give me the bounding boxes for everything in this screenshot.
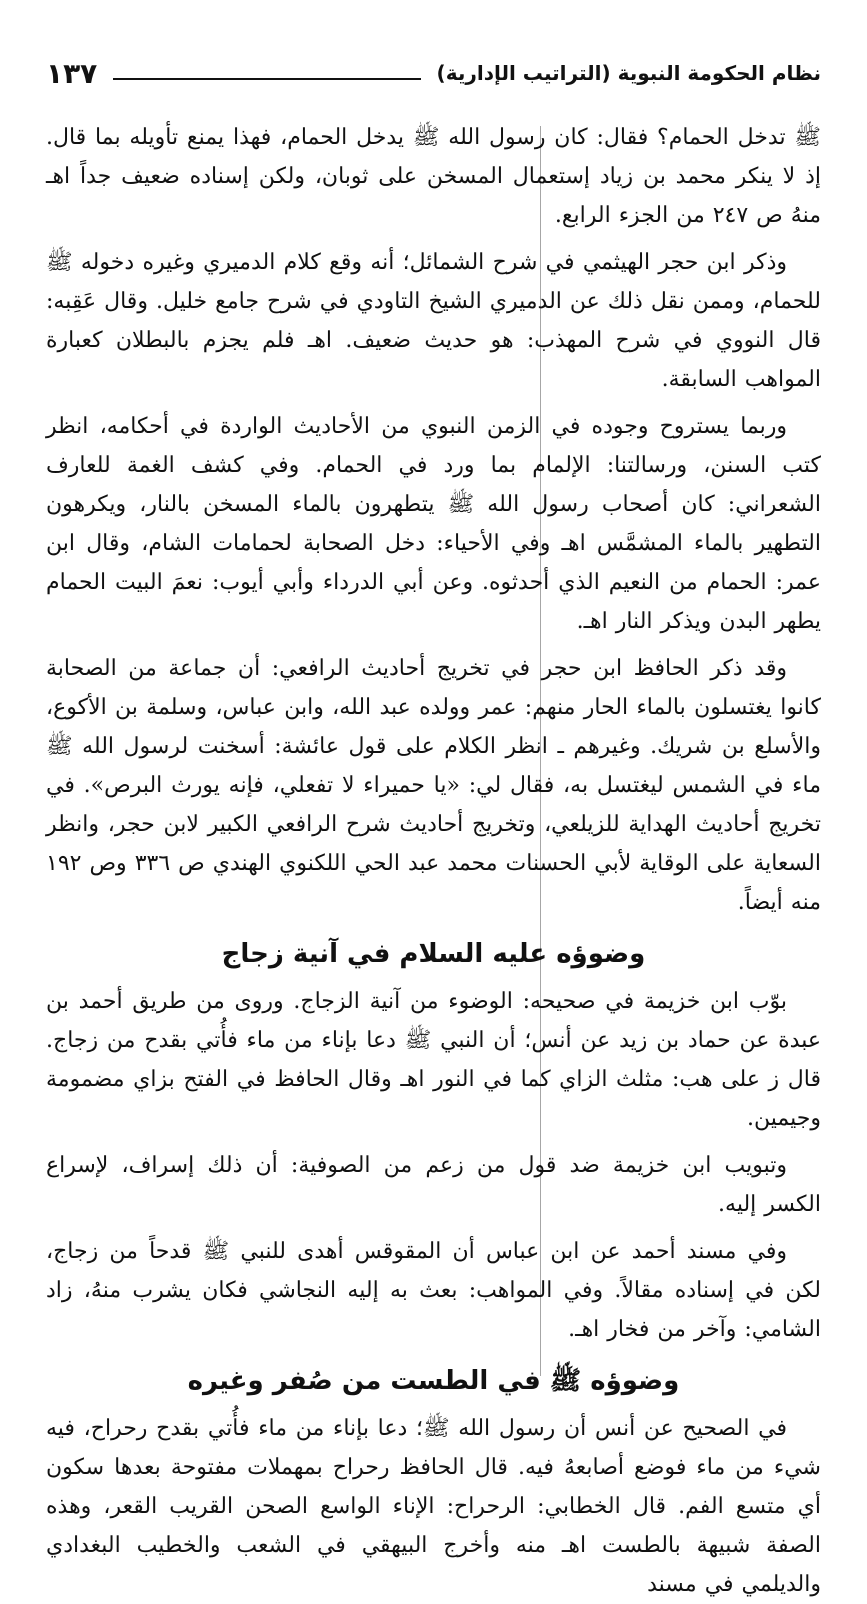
section-heading: وضوؤه عليه السلام في آنية زجاج bbox=[221, 939, 646, 969]
body-paragraph: وذكر ابن حجر الهيثمي في شرح الشمائل؛ أنه وقع كلام الدميري وغيره دخوله ﷺ للحمام، وممن نقل ذلك عن الدميري الشيخ التاودي في شرح جامع خليل. وقال عَقِبه: قال النووي في شرح المهذب: هو حديث ضعيف. اهـ فلم يجزم بالبطلان كعبارة المواهب السابقة. bbox=[46, 250, 821, 392]
book-title: نظام الحكومة النبوية (التراتيب الإدارية) bbox=[436, 61, 821, 85]
body-paragraph: بوّب ابن خزيمة في صحيحه: الوضوء من آنية الزجاج. وروى من طريق أحمد بن عبدة عن حماد بن زيد عن أنس؛ أن النبي ﷺ دعا بإناء من ماء فأُتي بقدح من زجاج. قال ز على هب: مثلث الزاي كما في النور اهـ وقال الحافظ في الفتح بزاي مضمومة وجيمين. bbox=[46, 989, 821, 1131]
body-paragraph: في الصحيح عن أنس أن رسول الله ﷺ؛ دعا بإناء من ماء فأُتي بقدح رحراح، فيه شيء من ماء فوضع أصابعهُ فيه. قال الحافظ رحراح بمهملات مفتوحة بعدها سكون أي متسع الفم. قال الخطابي: الرحراح: الإناء الواسع الصحن القريب القعر، وهذه الصفة شبيهة بالطست اهـ منه وأخرج البيهقي في الشعب والخطيب البغدادي والديلمي في مسند bbox=[46, 1416, 821, 1597]
section-heading: وضوؤه ﷺ في الطست من صُفر وغيره bbox=[187, 1366, 680, 1396]
page-body bbox=[46, 118, 821, 1597]
scan-fold-line bbox=[540, 126, 541, 1376]
body-paragraph: وفي مسند أحمد عن ابن عباس أن المقوقس أهدى للنبي ﷺ قدحاً من زجاج، لكن في إسناده مقالاً. وفي المواهب: بعث به إليه النجاشي فكان يشرب منهُ، زاد الشامي: وآخر من فخار اهـ. bbox=[46, 1239, 821, 1342]
body-paragraph: وتبويب ابن خزيمة ضد قول من زعم من الصوفية: أن ذلك إسراف، لإسراع الكسر إليه. bbox=[46, 1153, 821, 1217]
header-rule bbox=[113, 78, 420, 80]
running-header bbox=[46, 52, 821, 94]
body-paragraph: ﷺ تدخل الحمام؟ فقال: كان رسول الله ﷺ يدخل الحمام، فهذا يمنع تأويله بما قال. إذ لا ينكر محمد بن زياد إستعمال المسخن على ثوبان، ولكن إسناده ضعيف جداً اهـ منهُ ص ٢٤٧ من الجزء الرابع. bbox=[46, 125, 821, 228]
body-paragraph: وربما يستروح وجوده في الزمن النبوي من الأحاديث الواردة في أحكامه، انظر كتب السنن، ورسالتنا: الإلمام بما ورد في الحمام. وفي كشف الغمة للعارف الشعراني: كان أصحاب رسول الله ﷺ يتطهرون بالماء المسخن بالنار، ويكرهون التطهير بالماء المشمَّس اهـ وفي الأحياء: دخل الصحابة لحمامات الشام، وقال ابن عمر: الحمام من النعيم الذي أحدثوه. وعن أبي الدرداء وأبي أيوب: نعمَ البيت الحمام يطهر البدن ويذكر النار اهـ. bbox=[46, 414, 821, 634]
page-number: ١٣٧ bbox=[46, 56, 98, 90]
body-paragraph: وقد ذكر الحافظ ابن حجر في تخريج أحاديث الرافعي: أن جماعة من الصحابة كانوا يغتسلون بالماء الحار منهم: عمر وولده عبد الله، وابن عباس، وسلمة بن الأكوع، والأسلع بن شريك. وغيرهم ـ انظر الكلام على قول عائشة: أسخنت لرسول الله ﷺ ماء في الشمس ليغتسل به، فقال لي: «يا حميراء لا تفعلي، فإنه يورث البرص». في تخريج أحاديث الهداية للزيلعي، وتخريج أحاديث شرح الرافعي الكبير لابن حجر، وانظر السعاية على الوقاية لأبي الحسنات محمد عبد الحي اللكنوي الهندي ص ٣٣٦ وص ١٩٢ منه أيضاً. bbox=[46, 656, 821, 915]
